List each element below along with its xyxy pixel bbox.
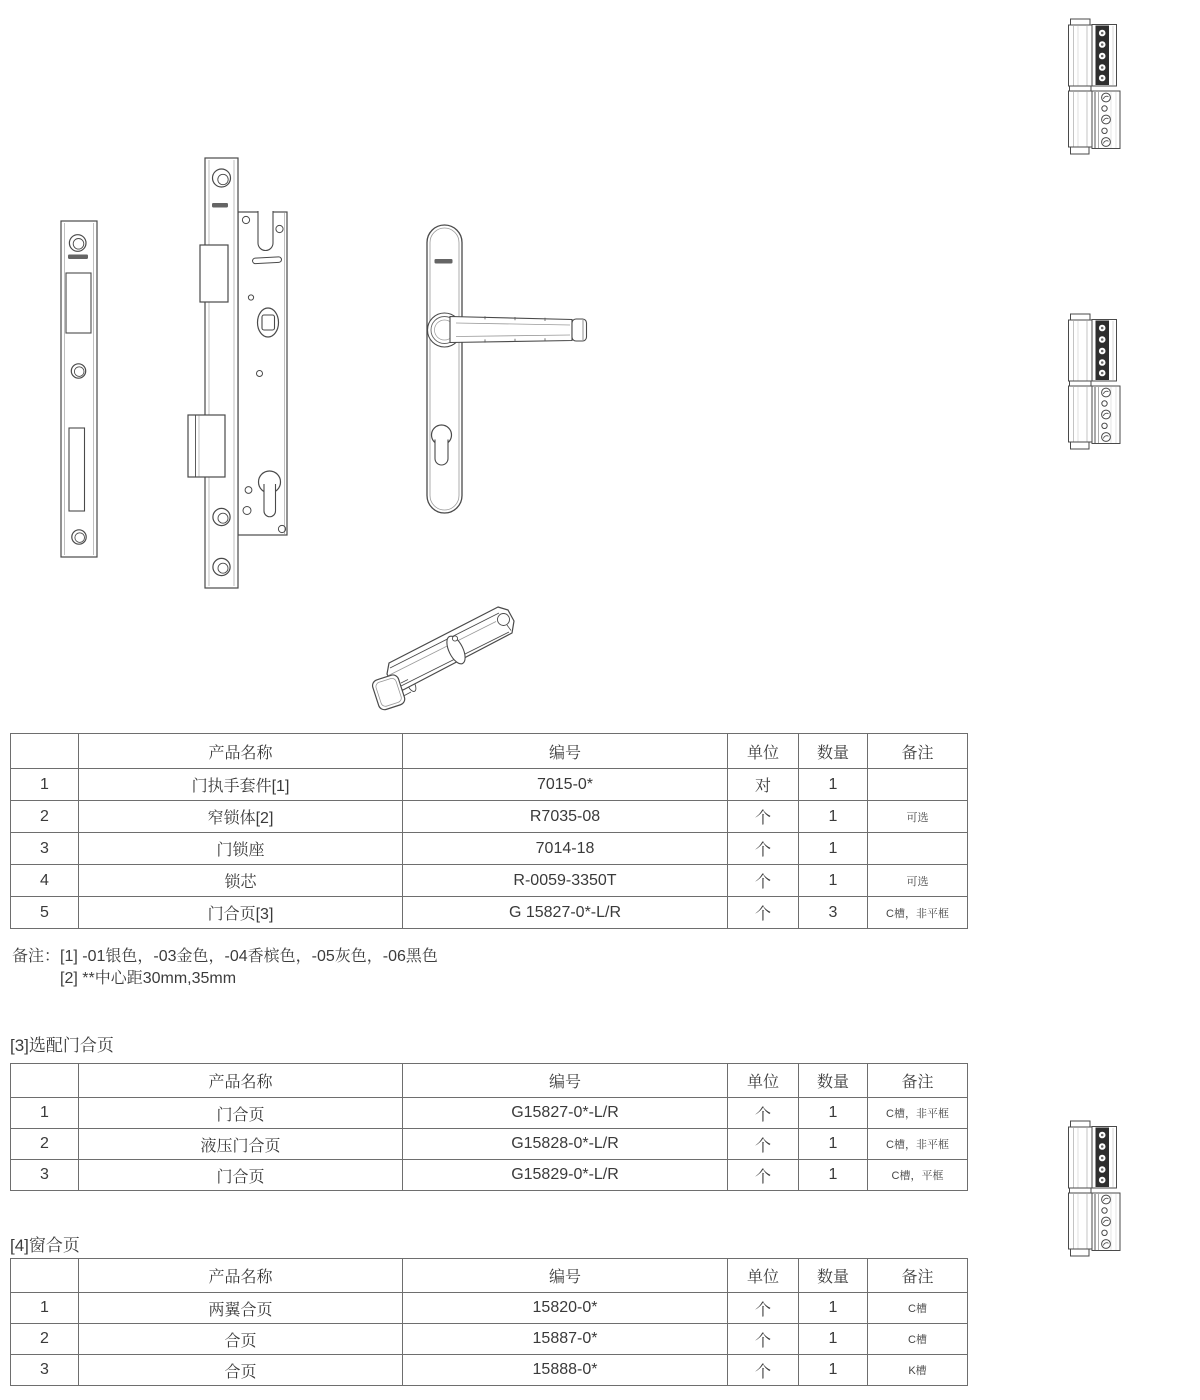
header-row [11, 734, 968, 769]
table-cell: 3 [11, 833, 79, 865]
column-header: 数量 [799, 1259, 868, 1293]
table-cell: 门锁座 [79, 833, 403, 865]
table-cell: 2 [11, 1129, 79, 1160]
table-cell: 1 [799, 833, 868, 865]
table-row [11, 1293, 968, 1324]
table-cell: 3 [11, 1160, 79, 1191]
optional-door-hinge-table [10, 1063, 968, 1191]
section-title-window-hinge: [4]窗合页 [10, 1236, 80, 1255]
table-cell: 1 [799, 865, 868, 897]
table-cell: C槽，非平框 [868, 897, 968, 929]
table-row [11, 897, 968, 929]
table-cell: 门合页 [79, 1098, 403, 1129]
column-header [11, 734, 79, 769]
table-row [11, 1324, 968, 1355]
section-title-optional-door-hinge: [3]选配门合页 [10, 1036, 114, 1055]
table-cell: 门合页 [79, 1160, 403, 1191]
table-cell: 1 [11, 769, 79, 801]
table-cell: 1 [799, 1160, 868, 1191]
column-header [11, 1064, 79, 1098]
table-cell: 7014-18 [403, 833, 728, 865]
table-cell: 液压门合页 [79, 1129, 403, 1160]
header-row [11, 1259, 968, 1293]
table-cell: 门合页[3] [79, 897, 403, 929]
table-cell [868, 833, 968, 865]
column-header: 数量 [799, 1064, 868, 1098]
table-cell: 门执手套件[1] [79, 769, 403, 801]
table-cell: 个 [728, 1098, 799, 1129]
table-row [11, 1098, 968, 1129]
hinge-drawing-top [1065, 18, 1123, 158]
table-cell: 对 [728, 769, 799, 801]
door-handle-drawing [420, 218, 595, 518]
column-header: 单位 [728, 1064, 799, 1098]
table-row [11, 1160, 968, 1191]
table-cell: C槽，非平框 [868, 1098, 968, 1129]
note-line-2: [2] **中心距30mm,35mm [60, 970, 237, 987]
table-cell: 个 [728, 833, 799, 865]
brand-mark [212, 203, 228, 208]
table-cell: 合页 [79, 1355, 403, 1386]
table-cell: 15887-0* [403, 1324, 728, 1355]
table-row [11, 1355, 968, 1386]
table-cell: 个 [728, 1129, 799, 1160]
column-header: 备注 [868, 1259, 968, 1293]
table-cell: 15888-0* [403, 1355, 728, 1386]
table-cell: G15829-0*-L/R [403, 1160, 728, 1191]
column-header: 备注 [868, 734, 968, 769]
brand-mark [435, 259, 453, 264]
column-header: 产品名称 [79, 734, 403, 769]
table-row [11, 1129, 968, 1160]
table-cell: 3 [11, 1355, 79, 1386]
column-header: 单位 [728, 734, 799, 769]
table-cell: 可选 [868, 865, 968, 897]
table-cell: 两翼合页 [79, 1293, 403, 1324]
table-cell: 1 [799, 1098, 868, 1129]
table-cell: 1 [799, 1355, 868, 1386]
table-cell: C槽 [868, 1324, 968, 1355]
table-cell: 7015-0* [403, 769, 728, 801]
notes-label: 备注： [12, 948, 61, 965]
brand-mark [68, 255, 88, 260]
note-line-1: [1] -01银色，-03金色，-04香槟色，-05灰色，-06黑色 [60, 948, 438, 965]
main-parts-table [10, 733, 968, 929]
table-row [11, 801, 968, 833]
window-hinge-table [10, 1258, 968, 1386]
table-cell: 个 [728, 1324, 799, 1355]
header-row [11, 1064, 968, 1098]
table-cell: 合页 [79, 1324, 403, 1355]
column-header: 编号 [403, 734, 728, 769]
table-cell: 2 [11, 801, 79, 833]
table-cell: 个 [728, 1355, 799, 1386]
table-cell: R-0059-3350T [403, 865, 728, 897]
table-cell: 15820-0* [403, 1293, 728, 1324]
table-cell: 1 [799, 1324, 868, 1355]
column-header [11, 1259, 79, 1293]
table-cell: 4 [11, 865, 79, 897]
column-header: 数量 [799, 734, 868, 769]
column-header: 编号 [403, 1064, 728, 1098]
table-cell: K槽 [868, 1355, 968, 1386]
table-cell: 5 [11, 897, 79, 929]
table-cell: R7035-08 [403, 801, 728, 833]
notes-block [12, 946, 438, 990]
table-cell: 个 [728, 801, 799, 833]
table-cell: 3 [799, 897, 868, 929]
table-cell: 1 [11, 1098, 79, 1129]
hinge-drawing-bottom [1065, 1120, 1123, 1260]
table-cell: 锁芯 [79, 865, 403, 897]
table-cell: G 15827-0*-L/R [403, 897, 728, 929]
table-cell: 可选 [868, 801, 968, 833]
column-header: 编号 [403, 1259, 728, 1293]
table-cell: 1 [799, 1129, 868, 1160]
column-header: 产品名称 [79, 1259, 403, 1293]
hinge-drawing-middle [1065, 313, 1123, 453]
table-cell: C槽，非平框 [868, 1129, 968, 1160]
table-cell: C槽 [868, 1293, 968, 1324]
table-row [11, 833, 968, 865]
table-cell: G15827-0*-L/R [403, 1098, 728, 1129]
table-cell: 个 [728, 1293, 799, 1324]
table-row [11, 769, 968, 801]
table-row [11, 865, 968, 897]
table-cell: 个 [728, 1160, 799, 1191]
table-cell: 2 [11, 1324, 79, 1355]
table-cell: 1 [799, 1293, 868, 1324]
column-header: 产品名称 [79, 1064, 403, 1098]
column-header: 单位 [728, 1259, 799, 1293]
table-cell: 1 [799, 801, 868, 833]
table-cell: 1 [799, 769, 868, 801]
table-cell: 1 [11, 1293, 79, 1324]
table-cell: C槽，平框 [868, 1160, 968, 1191]
table-cell [868, 769, 968, 801]
column-header: 备注 [868, 1064, 968, 1098]
lock-cylinder-drawing [365, 593, 525, 718]
strike-plate-drawing [55, 215, 105, 565]
table-cell: 个 [728, 865, 799, 897]
lock-body-drawing [185, 155, 295, 595]
table-cell: G15828-0*-L/R [403, 1129, 728, 1160]
table-cell: 个 [728, 897, 799, 929]
table-cell: 窄锁体[2] [79, 801, 403, 833]
